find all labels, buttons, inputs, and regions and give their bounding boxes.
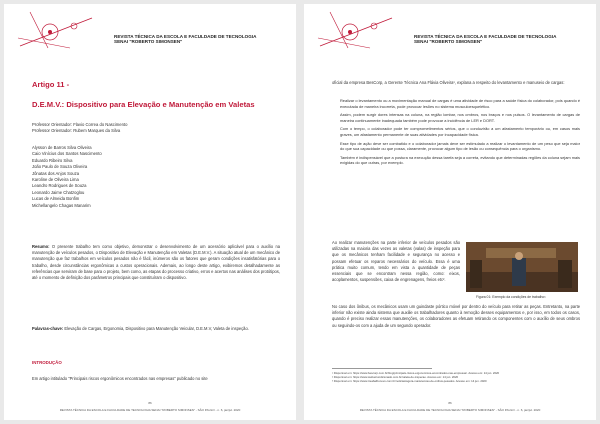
page-number: 86 <box>448 401 452 405</box>
author: Leandro Rodrigues de Souza <box>32 183 87 189</box>
abstract <box>32 244 280 281</box>
advisor: Professor Orientador: Rubem Marques da Silva <box>32 128 121 134</box>
author: Alysson de Barros Silva Oliveira <box>32 145 92 150</box>
figure-caption: Figura 01: Exemplo da condições de trabalho³. <box>476 295 547 299</box>
journal-logo <box>12 8 102 50</box>
author: Karoline de Oliveira Lima <box>32 177 79 183</box>
author: Leonardo Jaime Chatzoglou <box>32 189 85 195</box>
journal-header: REVISTA TÉCNICA DA ESCOLA E FACULDADE DE TECNOLOGIA SENAI "ROBERTO SIMONSEN" <box>114 34 257 45</box>
quote-paragraph: Esse tipo de ação deve ser combatido e o colaborador jamais deve ser estimulado a realizar o levantamento de um peso que seja maior do que sua capacidade ou que possa, claramente, provocar algum tipo de lesão ou consequência para o organismo. <box>340 140 580 152</box>
abstract-label: Resumo: <box>32 244 50 249</box>
block-quote <box>340 98 580 169</box>
page-number: 86 <box>148 401 152 405</box>
journal-logo <box>312 8 402 50</box>
author: Jônatas dos Anjos Souza <box>32 170 80 176</box>
section-title: INTRODUÇÃO <box>32 360 62 365</box>
article-subtitle: D.E.M.V.: Dispositivo para Elevação e Manutenção em Valetas <box>32 100 255 109</box>
advisors-list <box>32 122 127 135</box>
footnote: ² Disponível em: https://www.webarcondicionado.com.br/valeta-de-inspecao. Acesso em: 14 jun. 2020 <box>332 375 459 379</box>
abstract-text: O presente trabalho tem como objetivo, demonstrar o desenvolvimento de um acessório aplicável para o auxílio na manutenção de veículos pesados, o Dispositivo de Elevação e Manutenção em Valetas (D.E.M.V.). A situação atual de um mecânico de manutenção que faz trabalhos em veículos pesados não é fácil, inúmeros são os fatores que geram condições insatisfatórias para o trabalho, desde circunstâncias ergonômicas a custos operacionais. Ademais, ao longo deste artigo, exibiremos detalhadamente as referências que serviram de base para o projeto, bem como, as etapas do processo criativo, erros e acertos nas análises dos protótipos, até o momento de definição dos parâmetros principais que constituíram o dispositivo. <box>32 244 280 281</box>
author: Lucas de Almeida Bonfim <box>32 196 80 202</box>
footnote: ³ Disponível em: https://www.treabalhonovo.com.br/noticias/agora-manutencao-de-onibus-pesados. Acesso em: 14 jun. 2020 <box>332 379 487 383</box>
author: Eduardo Ribeiro Silva <box>32 157 73 163</box>
body-text: Ao realizar manutenções na parte inferior de veículos pesados são utilizadas na maioria das vezes as valetas (valas) de inspeção para que os mecânicos tenham facilidade e segurança no acesso e possam efetuar os reparos necessários do veículo. Essa é uma prática muito comum, tendo em vista a quantidade de peças essenciais que se encontram nessa região, como: eixos, acoplamentos, suspensões, caixa de engrenagens, freios etc². <box>332 240 460 283</box>
page-footer: REVISTA TÉCNICA DA ESCOLA E FACULDADE DE TECNOLOGIA SENAI "ROBERTO SIMONSEN" - SÃO PAULO - n. 6, jan/jul. 2020 <box>59 408 241 412</box>
authors-list <box>32 145 102 209</box>
author: João Paulo de Souza Oliveira <box>32 164 88 170</box>
footnotes <box>332 371 582 383</box>
right-page <box>304 4 596 420</box>
page-footer: REVISTA TÉCNICA DA ESCOLA E FACULDADE DE TECNOLOGIA SENAI "ROBERTO SIMONSEN" - SÃO PAULO - n. 6, jan/jul. 2020 <box>359 408 541 412</box>
intro-text: Em artigo intitulado "Principais riscos ergonômicos encontrados nas empresas" publicado no site <box>32 376 208 381</box>
footnote-divider <box>332 368 432 369</box>
journal-header: REVISTA TÉCNICA DA ESCOLA E FACULDADE DE TECNOLOGIA SENAI "ROBERTO SIMONSEN" <box>414 34 557 45</box>
quote-paragraph: Com o tempo, o colaborador pode ter comprometimentos sérios, que o conduzirão a um afastamento temporário ou, em casos mais graves, um afastamento permanente de suas atividades por incapacidade física. <box>340 126 580 137</box>
intro-continuation: oficial da empresa BesCorp, a Gerente Técnica Ana Flávia Oliveira¹, explana a respeito do levantamento e manuseio de cargas: <box>332 80 565 85</box>
keywords-text: Elevação de Cargas, Ergonomia, Dispositivo para Manutenção Veicular, D.E.M.V, Valeta de inspeção. <box>64 326 249 331</box>
article-title: Artigo 11 - <box>32 80 70 89</box>
advisor: Professor Orientador: Flavio Correa do Nascimento <box>32 122 128 127</box>
keywords-label: Palavras-chave: <box>32 326 64 331</box>
footnote: ¹ Disponível em: https://www.bescorp.com.br/blog/principais-riscos-ergonomicos-encontrados-nas-empresas/. Acesso em: 14 jun. 2020 <box>332 371 500 375</box>
quote-paragraph: Também é indispensável que a postura na execução dessa tarefa seja a correta, evitando que determinadas regiões da coluna sejam mais exigidas do que outras, por exemplo. <box>340 154 580 166</box>
quote-paragraph: Assim, podem surgir dores intensas na coluna, na região lombar, nos ombros, nos braços e nos pulsos. O levantamento de cargas de maneira continuamente inadequada também pode provocar a incidência de LER e DORT. <box>340 112 580 123</box>
keywords <box>32 326 280 332</box>
left-page <box>4 4 296 420</box>
author: Michellangelo Chagas Manarim <box>32 202 91 208</box>
figure-photo <box>466 242 578 292</box>
quote-paragraph: Realizar o levantamento ou a movimentação manual de cargas é uma atividade de risco para a saúde física do colaborador, pois quando é executada de maneira incorreta, pode provocar lesões no sistema musculoesquelético. <box>340 98 580 109</box>
body-text-2: No caso dos ônibus, os mecânicos usam um guindaste pórtico móvel por dentro do veículo para retirar as peças. Entretanto, na parte inferior não existe ainda sistema que auxilie os trabalhadores quanto à remoção desses equipamentos e, por isso, em todos os casos, quando é preciso realizar essas manutenções, os colaboradores as efetuam retirando os componentes com o auxílio de seus ombros ou seguindo-os com a ajuda de um segundo operador. <box>332 304 580 328</box>
author: Caio Vinícius dos Santos Nascimento <box>32 151 102 157</box>
